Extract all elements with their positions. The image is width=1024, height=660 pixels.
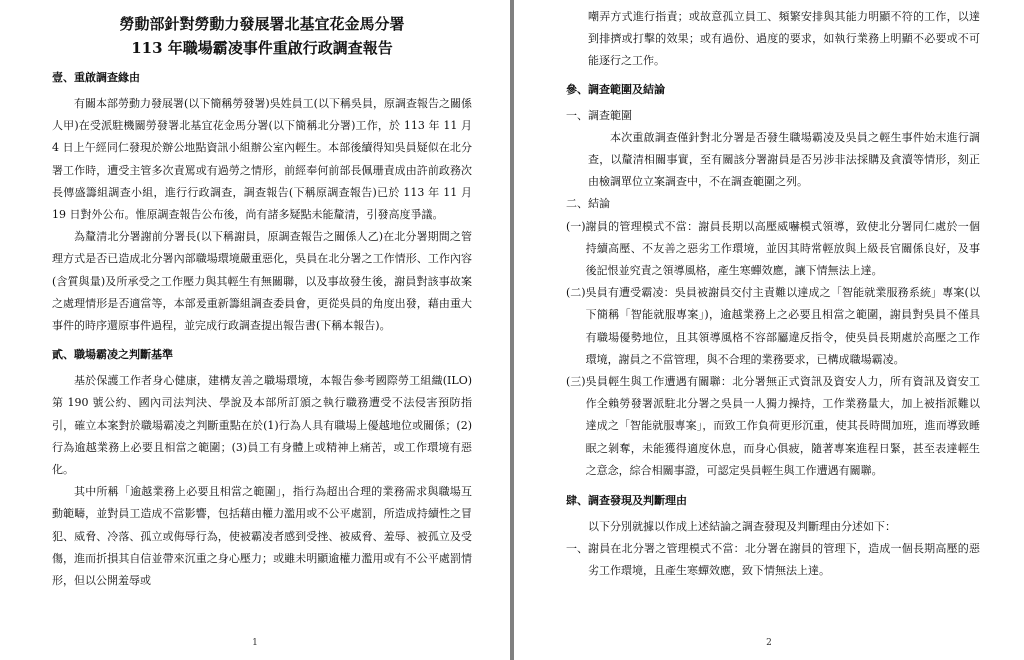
item-text: 吳員有遭受霸凌：吳員被謝員交付主責難以達成之「智能就業服務系統」專案(以下簡稱「智能就服專案」)，逾越業務上之必要且相當之範圍，謝員對吳員不僅具有職場優勢地位，且其領導風格不容部屬違反指令，使吳員長期處於高壓之工作環境，謝員之不當管理，與不合理的業務要求，已構成職場霸凌。 [585, 286, 980, 366]
section2-paragraph-1: 基於保護工作者身心健康，建構友善之職場環境，本報告參考國際勞工組織(ILO) 第 190 號公約、國內司法判決、學說及本部所訂頒之執行職務遭受不法侵害預防指引，確立本案對於職場霸凌之判斷重點在於(1)行為人具有職場上優越地位或關係；(2)行為逾越業務上必要且相當之範圍；(3)員工有身體上或精神上痛苦，或工作環境有惡化。 [52, 374, 472, 477]
section4-intro: 以下分別就據以作成上述結論之調查發現及判斷理由分述如下： [588, 520, 896, 534]
item-number: (三) [566, 375, 586, 389]
continued-line-3: 必要或不可能逐行之工作。 [588, 32, 981, 68]
item-number: 一、 [566, 542, 588, 556]
continued-line-2: 以達到排擠或打擊的效果；或有過份、過度的要求，如執行業務上明顯不 [588, 10, 981, 46]
continued-line-1: 嘲弄方式進行指責；或故意孤立員工、頻繁安排與其能力明顯不符的工作， [588, 10, 958, 23]
report-title-line2: 113 年職場霸凌事件重啟行政調查報告 [131, 39, 393, 57]
page-number: 1 [252, 638, 258, 648]
item-text: 吳員輕生與工作遭遇有關聯：北分署無正式資訊及資安人力，所有資訊及資安工作全賴勞發署派駐北分署之吳員一人獨力操持，工作業務量大，加上被指派難以達成之「智能就服專案」，而致工作負荷更形沉重，使其長時間加班，進而導致睡眠之剝奪，未能獲得適度休息，而身心俱疲，隨著專案進程日緊，甚至表達輕生之意念，綜合相關事證，可認定吳員輕生與工作遭遇有關聯。 [585, 375, 980, 477]
conclusion-item-2 [566, 282, 980, 371]
section4-heading: 肆、調查發現及判斷理由 [566, 494, 687, 508]
item-text: 謝員在北分署之管理模式不當：北分署在謝員的管理下，造成一個長期高壓的惡劣工作環境，且產生寒蟬效應，致下情無法上達。 [588, 542, 980, 578]
document-page-1 [0, 0, 510, 660]
scope-paragraph: 本次重啟調查僅針對北分署是否發生職場霸凌及吳員之輕生事件始末進行調查，以釐清相關事實，至有關該分署謝員是否另涉非法採購及貪瀆等情形，刻正由檢調單位立案調查中，不在調查範圍之列。 [588, 130, 980, 189]
item-number: (二) [566, 286, 586, 300]
scope-label: 一、調查範圍 [566, 108, 632, 122]
conclusion-item-1 [566, 216, 980, 283]
conclusion-label: 二、結論 [566, 197, 610, 211]
continued-text [566, 6, 980, 73]
finding-item-1 [566, 538, 980, 582]
report-title-line1: 勞動部針對勞動力發展署北基宜花金馬分署 [119, 15, 405, 33]
section3-heading: 參、調查範圍及結論 [566, 82, 665, 96]
section1-paragraph-1: 有關本部勞動力發展署(以下簡稱勞發署)吳姓員工(以下稱吳員，原調查報告之關係人甲)在受派駐機關勞發署北基宜花金馬分署(以下簡稱北分署)工作，於 113 年 11 月 4 日上午經同仁發現於辦公地點資訊小組辦公室內輕生。本部後續得知吳員疑似在北分署工作時，遭受主管多次責罵或有過勞之情形，前經奉何前部長佩珊責成由許前政務次長傳盛籌組調查小組，進行行政調查，調查報告(下稱原調查報告)已於 113 年 11 月 19 日對外公布。惟原調查報告公布後，尚有諸多疑點未能釐清，引發高度爭議。 [52, 97, 472, 222]
section2-heading: 貳、職場霸凌之判斷基準 [52, 348, 173, 362]
section1-heading: 壹、重啟調查緣由 [52, 71, 140, 84]
section2-paragraph-2: 其中所稱「逾越業務上必要且相當之範圍」，指行為超出合理的業務需求與職場互動範疇，並對員工造成不當影響，包括藉由權力濫用或不公平處罰，所造成持續性之冒犯、威脅、冷落、孤立或侮辱行為，使被霸凌者感到受挫、被威脅、羞辱、被孤立及受傷，進而折損其自信並帶來沉重之身心壓力；或雖未明顯逾權力濫用或有不公平處罰情形，但以公開羞辱或 [52, 485, 472, 588]
item-text: 謝員的管理模式不當：謝員長期以高壓威嚇模式領導，致使北分署同仁處於一個持續高壓、不友善之惡劣工作環境，並因其時常輕放與上級長官關係良好，及事後記恨並究責之領導風格，產生寒蟬效應，讓下情無法上達。 [585, 219, 980, 278]
conclusion-item-3 [566, 371, 980, 482]
document-page-2 [514, 0, 1024, 660]
section1-paragraph-2: 為釐清北分署謝前分署長(以下稱謝員，原調查報告之關係人乙)在北分署期間之管理方式是否已造成北分署內部職場環境嚴重惡化，吳員在北分署之工作情形、工作內容(含質與量)及所承受之工作壓力與其輕生有無關聯，以及事故發生後，謝員對該事故案之處理情形是否適當等，本部爰重新籌組調查委員會，更從吳員的角度出發，藉由重大事件的時序還原事件過程，並完成行政調查提出報告書(下稱本報告)。 [52, 230, 472, 333]
page-number: 2 [766, 638, 772, 648]
item-number: (一) [566, 219, 586, 233]
